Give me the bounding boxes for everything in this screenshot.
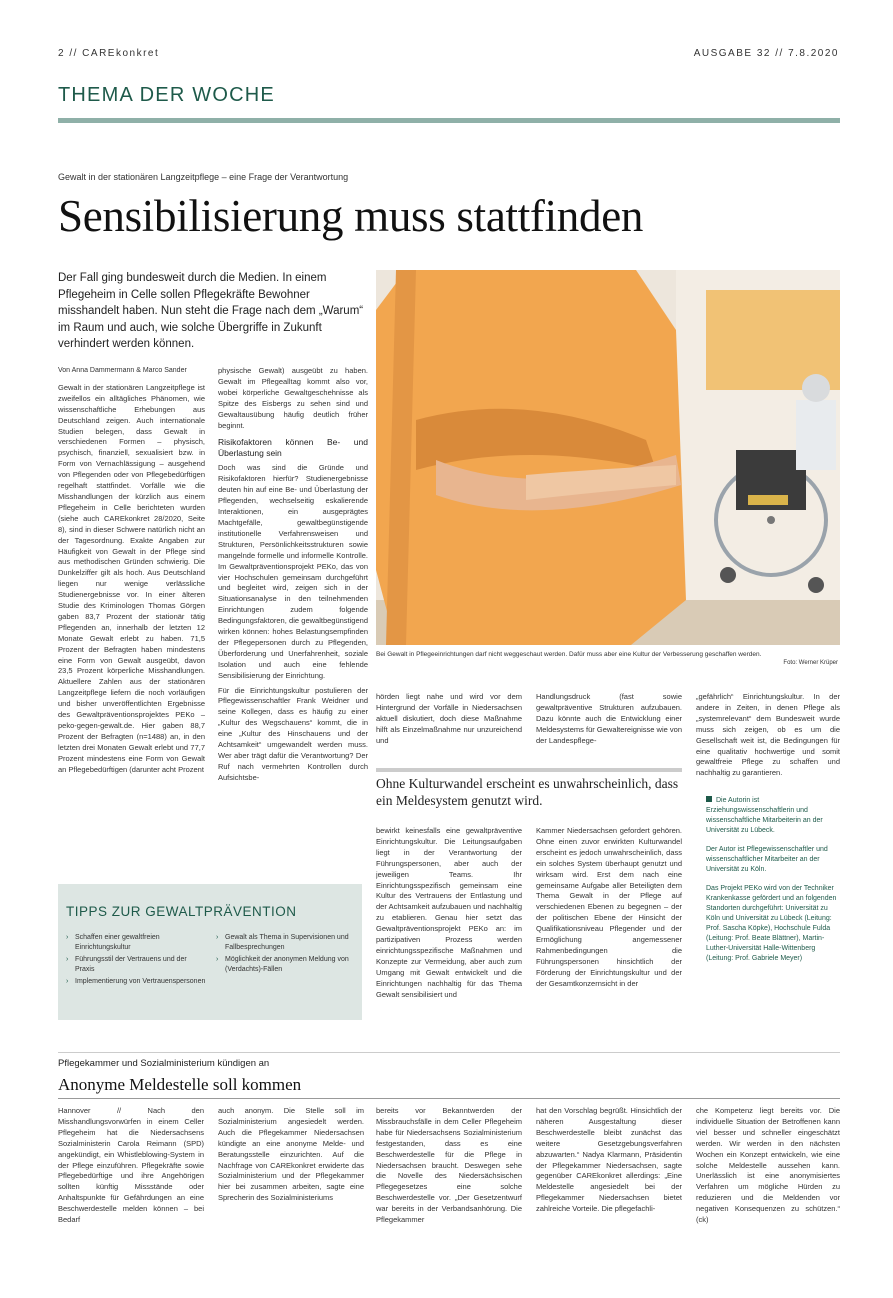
- tips-list-right: [216, 933, 356, 977]
- article-photo: [376, 270, 840, 645]
- chevron-right-icon: ›: [216, 956, 219, 963]
- header-issue: AUSGABE 32 // 7.8.2020: [693, 48, 839, 59]
- tips-box: [58, 884, 362, 1020]
- bottom-column-4: hat den Vorschlag begrüßt. Hinsichtlich der näheren Ausgestaltung dieser Beschwerdestelle bleibt zunächst das weitere Gesetzgebungsverfahren abzuwarten.“ Nadya Klarmann, Präsidentin der Pflegekammer Niedersachsen, sagte gegenüber CAREkonkret allerdings: „Eine Meldestelle angesiedelt bei der Pflegekammer Niedersachsen bietet zahlreiche Vorteile. Die pflegefachli-: [536, 1106, 682, 1214]
- byline: Von Anna Dammermann & Marco Sander: [58, 367, 187, 374]
- chevron-right-icon: ›: [66, 934, 69, 941]
- article-column-3-top: hörden liegt nahe und wird vor dem Hintergrund der Vorfälle in Niedersachsen aktuell diskutiert, doch diese Maßnahme hilft als Einzelmaßnahme nur unzureichend und: [376, 692, 522, 745]
- author-info-1: Die Autorin ist Erziehungswissenschaftlerin und wissenschaftliche Mitarbeiterin an der Universität zu Lübeck.: [706, 797, 823, 834]
- article-column-2: [218, 366, 368, 856]
- bottom-column-3: bereits vor Bekanntwerden der Missbrauchsfälle in dem Celler Pflegeheim habe für Niedersachsens Sozialministerium festgestanden, dass es eine Beschwerdestelle für die Pflege in Niedersachsen braucht. Deswegen sehe die Novelle des Niedersächsischen Pflegegesetzes eine solche Beschwerdestelle vor. „Der Gesetzentwurf war bereits in der Verbandsanhörung. Die Pflegekammer: [376, 1106, 522, 1225]
- square-bullet-icon: [706, 796, 712, 802]
- tips-title: TIPPS ZUR GEWALTPRÄVENTION: [66, 904, 297, 919]
- article-column-4-top: Handlungsdruck (fast sowie gewaltpräventive Strukturen aufzubauen. Dazu könnte auch die Entwicklung einer Meldesystems für Gewaltereignisse wie von der Landespflege-: [536, 692, 682, 745]
- photo-illustration: [376, 270, 840, 645]
- column-1-text: Gewalt in der stationären Langzeitpflege ist zweifellos ein alltägliches Phänomen, wie wissenschaftliche Erhebungen aus Deutschland zeigen. Auch internationale Studien belegen, dass Gewalt in verschiedenen Formen – physisch, psychisch, finanziell, sexualisiert bzw. in Form von Vernachlässigung – ausgehend von Pflegenden oder von Pflegebedürftigen regelhaft stattfindet. Vorfälle wie die Misshandlungen der kürzlich aus einem Pflegeheim in Celle berichteten wurden (siehe auch CAREkonkret 28/2020, Seite 8), sind in dieser Schwere natürlich nicht an der Tagesordnung. Exakte Angaben zur Häufigkeit von Gewalt in der Pflege sind aus methodischen Gründen schwierig. Die Dunkelziffer gilt als hoch. Aus Deutschland liegen nur wenige verlässliche Studienergebnisse vor. In einer älteren Studie des Kriminologen Thomas Görgen gaben 83,7 Prozent der stationär tätig Pflegenden an, innerhalb der letzten 12 Monate Gewalt erlebt zu haben. 71,5 Prozent der Befragten haben mindestens eine Form von Gewalt ausgeübt, davon 23,5 Prozent körperliche Misshandlungen. Aktuellere Zahlen aus der stationären Langzeitpflege liefern die noch vorläufigen und bisher unveröffentlichten Ergebnisse des Gewaltpräventionsprojektes PEKo – peko-gegen-gewalt.de. Hier gaben 88,7 Prozent der Befragten (n=1488) an, in den letzten drei Monaten Gewalt erlebt und 77,7 Prozent mindestens eine Form von Gewalt an Pflegebedürftigen (darunter acht Prozent: [58, 382, 205, 774]
- column-2-subhead: Risikofaktoren können Be- und Überlastung sein: [218, 437, 368, 459]
- pullquote: Ohne Kulturwandel erscheint es unwahrscheinlich, dass ein Meldesystem genutzt wird.: [376, 776, 679, 808]
- headline: Sensibilisierung muss stattfinden: [58, 191, 644, 241]
- tip-item: › Führungsstil der Vertrauens und der Praxis: [66, 956, 187, 973]
- bottom-column-5: che Kompetenz liegt bereits vor. Die individuelle Situation der Betroffenen kann viel besser und schneller eingeschätzt werden. Wir werden in den nächsten Wochen ein Konzept entwickeln, wie eine solche Meldestelle aussehen kann. Unerlässlich ist eine anonymisiertes Verfahren um mögliche Hürden zu reduzieren und die Meldenden vor negativen Konsequenzen zu schützen.“ (ck): [696, 1106, 840, 1225]
- divider: [58, 1052, 840, 1053]
- header-publication: 2 // CAREkonkret: [58, 48, 160, 59]
- tip-item: › Gewalt als Thema in Supervisionen und Fallbesprechungen: [216, 934, 349, 951]
- chevron-right-icon: ›: [66, 956, 69, 963]
- column-2-text-c: Für die Einrichtungskultur postulieren der Pflegewissenschaftler Frank Weidner und seine Kollegen, dass es häufig zu einer „Kultur des Wegschauens“ kommt, die in eine „Kultur des Hinschauens und der Achtsamkeit“ umgewandelt werden muss. Wer aber trägt dafür die Verantwortung? Der Ruf nach vermehrten Kontrollen durch Aufsichtsbe-: [218, 685, 368, 782]
- kicker: Gewalt in der stationären Langzeitpflege – eine Frage der Verantwortung: [58, 172, 349, 182]
- photo-credit: Foto: Werner Krüper: [783, 660, 838, 666]
- photo-caption: Bei Gewalt in Pflegeeinrichtungen darf nicht weggeschaut werden. Dafür muss aber eine Kultur der Verbesserung geschaffen werden.: [376, 651, 762, 658]
- sub-kicker: Pflegekammer und Sozialministerium kündigen an: [58, 1058, 270, 1069]
- column-2-text-b: Doch was sind die Gründe und Risikofaktoren hierfür? Studienergebnisse deuten hin auf eine Be- und Überlastung der Pflegenden, wechselseitig eskalierende Interaktionen, ein ausgeprägtes Machtgefälle, gewaltbegünstigende institutionelle Verfahrensweisen und Strukturen, Persönlichkeitsstrukturen sowie mangelnde formelle und informelle Kontrolle. Im Gewaltpräventionsprojekt PEKo, das von vier Hochschulen gemeinsam durchgeführt und begleitet wird, zeigen sich in der Situationsanalyse in den teilnehmenden Einrichtungen zudem folgende Bedingungsfaktoren, die gewaltbegünstigend wirken können: hohes Belastungsempfinden der Pflegepersonen durch zu Pflegenden, Überforderung und Unerfahrenheit, soziale Isolation und auch eine fehlende Sensibilisierung der Einrichtung.: [218, 463, 368, 680]
- tip-item: › Implementierung von Vertrauenspersonen: [66, 978, 206, 985]
- pullquote-rule: [376, 768, 682, 772]
- author-info-box: [706, 796, 840, 973]
- bottom-column-1: Hannover // Nach den Misshandlungsvorwürfen in einem Celler Pflegeheim hat die Niedersachsens Sozialministerin Carola Reimann (SPD) angekündigt, ein Whistleblowing-System in der Pflege einzuführen. Pflegekräfte sowie Pflegebedürftige und ihre Angehörigen sollten künftig Missstände oder Anhaltspunkte für Gefährdungen an eine Beschwerdestelle melden können – bei Bedarf: [58, 1106, 204, 1225]
- section-title: THEMA DER WOCHE: [58, 84, 275, 106]
- author-info-2: Der Autor ist Pflegewissenschaftler und wissenschaftlicher Mitarbeiter an der Universität zu Köln.: [706, 846, 828, 873]
- tip-item: › Möglichkeit der anonymen Meldung von (Verdachts)-Fällen: [216, 956, 349, 973]
- chevron-right-icon: ›: [216, 934, 219, 941]
- lead-paragraph: Der Fall ging bundesweit durch die Medien. In einem Pflegeheim in Celle sollen Pflegekräfte Bewohner misshandelt haben. Nun steht die Frage nach dem „Warum“ im Raum und auch, wie solche Übergriffe in Zukunft verhindert werden können.: [58, 272, 364, 350]
- tips-list-left: [66, 933, 206, 989]
- article-column-1: [58, 366, 205, 866]
- divider: [58, 1098, 840, 1099]
- section-rule: [58, 118, 840, 123]
- column-2-text-a: physische Gewalt) ausgeübt zu haben. Gewalt im Pflegealltag kommt also vor, wobei körperliche Gewaltgeschehnisse als Spitze des Eisbergs zu sehen sind und Gewaltausübung häufig deutlich früher beginnt.: [218, 366, 368, 430]
- chevron-right-icon: ›: [66, 978, 69, 985]
- tip-item: › Schaffen einer gewaltfreien Einrichtungskultur: [66, 934, 160, 951]
- article-column-3-bottom: bewirkt keinesfalls eine gewaltpräventive Einrichtungskultur. Die Leitungsaufgaben liegt in der Verantwortung der Führungspersonen, aber auch der jeweiligen Teams. Ihr Einrichtungsspezifisch gemeinsam eine Kultur des Vertrauens der Entlastung und der Achtsamkeit aufzubauen und nachhaltig zu etablieren. Genau hier setzt das Gewaltpräventionsprojekt PEKo an: im partizipativen Prozess werden einrichtungsspezifische Maßnahmen und Konzepte zur Vermeidung, aber auch zum Umgang mit Gewalt entwickelt und die Einrichtungen nachhaltig für das Thema Gewalt sensibilisiert und: [376, 826, 522, 999]
- article-column-4-bottom: Kammer Niedersachsen gefordert gehören. Ohne einen zuvor erwirkten Kulturwandel erscheint es jedoch unwahrscheinlich, dass ein solches System überhaupt genutzt und wirksam wird. Erst dem nach eine gemeinsame Aufgabe aller Beteiligten dem Thema Gewalt in der Pflege auf verschiedenen Ebenen zu begegnen – der der politischen Ebene der Hinsicht der Qualifikationsniveau Pflegender und der Ermöglichung angemessener Rahmenbedingungen die Führungspersonen hinsichtlich der Förderung der Einrichtungskultur und der der Gesamtkonzernsicht in der: [536, 826, 682, 988]
- article-column-5-top: „gefährlich“ Einrichtungskultur. In der andere in Zeiten, in denen Pflege als „systemrelevant“ dem Bundesweit wurde muss sich zeigen, ob es um die Gesellschaft weit ist, die Bedingungen für eine qualitativ hochwertige und somit gewaltfreie Pflege zu schaffen und nachhaltig zu garantieren.: [696, 692, 840, 778]
- bottom-column-2: auch anonym. Die Stelle soll im Sozialministerium angesiedelt werden. Auch die Pflegekammer Niedersachsen kündigte an eine anonyme Melde- und Beratungsstelle einzurichten. Auf die Nachfrage von CAREkonkret erwiderte das Sozialministerium und der Pflegekammer hier bei zusammen arbeiten, sagte eine Sprecherin des Sozialministeriums: [218, 1106, 364, 1203]
- author-info-3: Das Projekt PEKo wird von der Techniker Krankenkasse gefördert und an folgenden Standorten durchgeführt: Universität zu Köln und Universität zu Lübeck (Leitung: Prof. Sascha Köpke), Hochschule Fulda (Leitung: Prof. Beate Blättner), Martin-Luther-Universität Halle-Wittenberg (Leitung: Prof. Gabriele Meyer): [706, 885, 837, 962]
- sub-headline: Anonyme Meldestelle soll kommen: [58, 1075, 302, 1094]
